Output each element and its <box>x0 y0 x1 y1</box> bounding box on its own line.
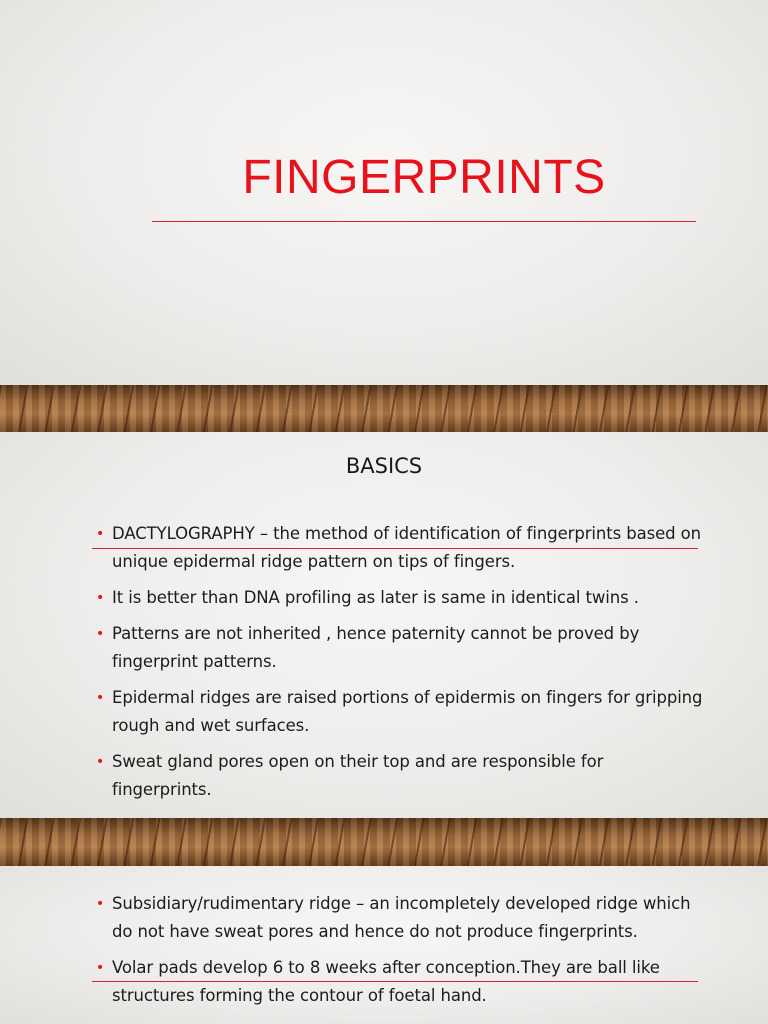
list-item <box>96 584 706 612</box>
bullet-dot-icon: • <box>96 590 105 606</box>
bullet-text: Sweat gland pores open on their top and are responsible for fingerprints. <box>112 752 604 799</box>
bullet-list <box>96 890 706 1010</box>
list-item <box>96 620 706 676</box>
ridges-slide <box>0 866 768 1024</box>
basics-slide <box>0 432 768 818</box>
bullet-text: Epidermal ridges are raised portions of epidermis on fingers for gripping rough and wet surfaces. <box>112 688 703 735</box>
title-divider <box>152 221 696 222</box>
list-item <box>96 748 706 804</box>
bullet-text: DACTYLOGRAPHY – the method of identification of fingerprints based on unique epidermal ridge pattern on tips of fingers. <box>112 524 702 571</box>
bullet-dot-icon: • <box>96 896 105 912</box>
slide-heading: BASICS <box>345 454 423 478</box>
list-item <box>96 520 706 576</box>
bullet-text: It is better than DNA profiling as later is same in identical twins . <box>112 588 639 607</box>
wood-floor-divider <box>0 385 768 433</box>
bullet-dot-icon: • <box>96 754 105 770</box>
bullet-dot-icon: • <box>96 690 105 706</box>
list-item <box>96 684 706 740</box>
bullet-text: Patterns are not inherited , hence paternity cannot be proved by fingerprint patterns. <box>112 624 640 671</box>
list-item <box>96 954 706 1010</box>
slide-title: FINGERPRINTS <box>242 151 606 204</box>
bullet-text: Subsidiary/rudimentary ridge – an incompletely developed ridge which do not have sweat pores and hence do not produce fingerprints. <box>112 894 691 941</box>
bullet-text: Volar pads develop 6 to 8 weeks after conception.They are ball like structures forming the contour of foetal hand. <box>112 958 660 1005</box>
list-item <box>96 890 706 946</box>
wood-floor-divider <box>0 818 768 866</box>
bullet-dot-icon: • <box>96 960 105 976</box>
bullet-list <box>96 520 706 804</box>
bullet-dot-icon: • <box>96 526 105 542</box>
title-slide <box>0 0 768 385</box>
bullet-dot-icon: • <box>96 626 105 642</box>
